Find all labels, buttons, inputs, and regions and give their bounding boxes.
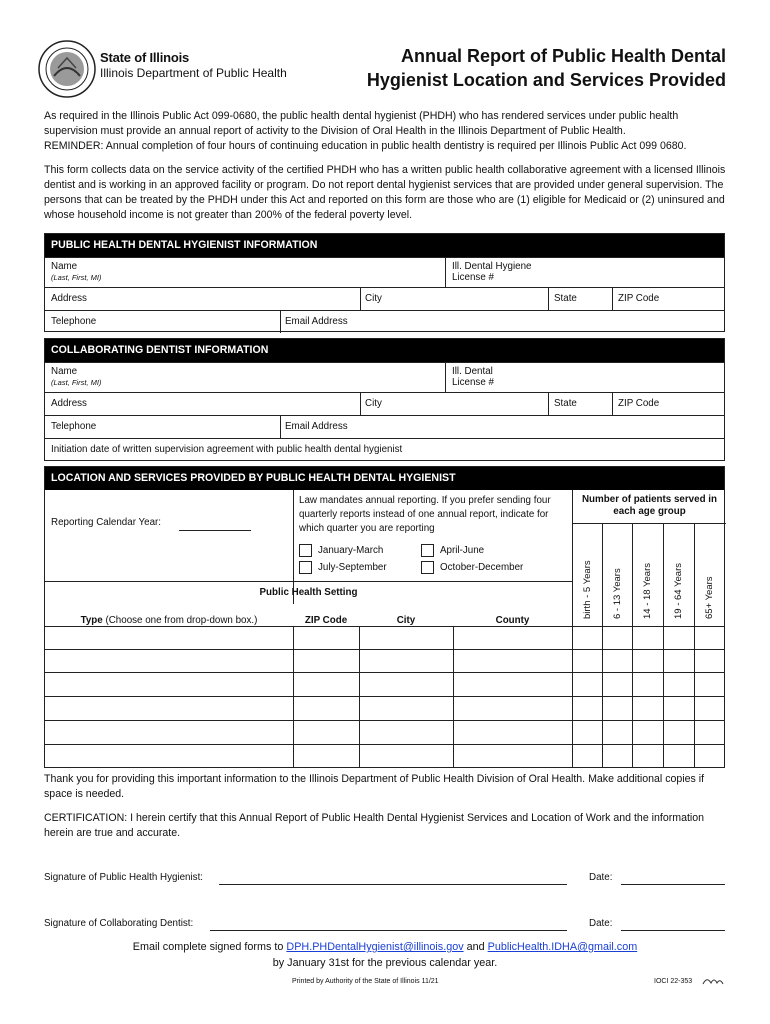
dentist-state-field[interactable]: State (554, 398, 577, 409)
dentist-email-field[interactable]: Email Address (285, 421, 348, 432)
intro-paragraph-1: As required in the Illinois Public Act 099-0680, the public health dental hygienist (PHDH) who has rendered services under public health supervision must provide an annual report of activity to the Division of Oral Health in the Illinois Department of Public Health. REMINDER: Annual completion of four hours of continuing education in public health dentistry is required per Illinois Public Act 099 0680. (44, 110, 687, 152)
col-type-header: Type (Choose one from drop-down box.) (80, 615, 258, 626)
quarter-jan-mar[interactable]: January-March (299, 544, 383, 557)
location-section-header: LOCATION AND SERVICES PROVIDED BY PUBLIC HEALTH DENTAL HYGIENIST (45, 467, 724, 490)
col-county-header: County (495, 615, 530, 626)
deadline-note: by January 31st for the previous calendar year. (272, 957, 498, 969)
public-health-setting-label: Public Health Setting (259, 587, 358, 598)
hygienist-name-hint: (Last, First, MI) (51, 273, 102, 282)
hygienist-info-section (44, 233, 725, 332)
hygienist-section-header: PUBLIC HEALTH DENTAL HYGIENIST INFORMATION (45, 234, 724, 257)
quarter-checkbox[interactable] (421, 561, 434, 574)
sig-dentist-date-line[interactable] (621, 930, 725, 931)
agency-name: State of Illinois (100, 50, 190, 65)
hygienist-name-field[interactable]: Name (51, 261, 78, 272)
initiation-date-field[interactable]: Initiation date of written supervision agreement with public health dental hygienist (51, 444, 403, 455)
email-instructions: Email complete signed forms to DPH.PHDentalHygienist@illinois.gov and PublicHealth.IDHA@gmail.com (132, 941, 638, 953)
dentist-telephone-field[interactable]: Telephone (51, 421, 97, 432)
col-city-header: City (396, 615, 416, 626)
dentist-license-field[interactable]: Ill. Dental License # (452, 366, 494, 388)
form-code: IOCI 22-353 (654, 978, 693, 985)
sig-hygienist-date-label: Date: (589, 872, 613, 883)
email-link-idha[interactable]: PublicHealth.IDHA@gmail.com (487, 941, 638, 953)
hygienist-license-field[interactable]: Ill. Dental Hygiene License # (452, 261, 532, 283)
age-group-14-18: 14 - 18 Years (642, 563, 653, 619)
printed-by-note: Printed by Authority of the State of Illinois 11/21 (292, 978, 439, 985)
hygienist-zip-field[interactable]: ZIP Code (618, 293, 660, 304)
age-group-19-64: 19 - 64 Years (673, 563, 684, 619)
age-group-65-plus: 65+ Years (704, 576, 715, 619)
quarter-jul-sep[interactable]: July-September (299, 561, 387, 574)
union-label-icon (702, 975, 724, 987)
sig-dentist-line[interactable] (210, 930, 567, 931)
location-services-section (44, 466, 725, 627)
quarter-oct-dec[interactable]: October-December (421, 561, 523, 574)
age-group-6-13: 6 - 13 Years (612, 568, 623, 619)
sig-dentist-date-label: Date: (589, 918, 613, 929)
sig-dentist-label: Signature of Collaborating Dentist: (44, 918, 194, 929)
thank-you-note: Thank you for providing this important information to the Illinois Department of Public Health Division of Oral Health. Make additional copies if space is needed. (44, 773, 705, 800)
quarter-checkbox[interactable] (421, 544, 434, 557)
quarter-checkbox[interactable] (299, 544, 312, 557)
sig-hygienist-label: Signature of Public Health Hygienist: (44, 872, 204, 883)
hygienist-email-field[interactable]: Email Address (285, 316, 348, 327)
agency-department: Illinois Department of Public Health (100, 66, 287, 80)
dentist-name-hint: (Last, First, MI) (51, 378, 102, 387)
patients-served-header: Number of patients served in each age group (581, 494, 717, 517)
sig-hygienist-line[interactable] (219, 884, 567, 885)
dentist-address-field[interactable]: Address (51, 398, 87, 409)
certification-statement: CERTIFICATION: I herein certify that this Annual Report of Public Health Dental Hygienist Services and Location of Work and the information herein are true and accurate. (44, 812, 705, 839)
hygienist-address-field[interactable]: Address (51, 293, 87, 304)
intro-paragraph-2: This form collects data on the service activity of the certified PHDH who has a written public health collaborative agreement with a licensed Illinois dentist and is working in an approved facility or program. Do not report dental hygienist services that are provided under general supervision. The persons that can be treated by the PHDH under this Act and reported on this form are those who are (1) eligible for Medicaid or (2) uninsured and whose household income is not greater than 200% of the federal poverty level. (44, 164, 726, 221)
hygienist-state-field[interactable]: State (554, 293, 577, 304)
dentist-zip-field[interactable]: ZIP Code (618, 398, 660, 409)
quarter-apr-jun[interactable]: April-June (421, 544, 484, 557)
email-link-dph[interactable]: DPH.PHDentalHygienist@illinois.gov (286, 941, 464, 953)
quarter-checkbox[interactable] (299, 561, 312, 574)
page-title: Annual Report of Public Health Dental Hygienist Location and Services Provided (366, 46, 726, 90)
hygienist-telephone-field[interactable]: Telephone (51, 316, 97, 327)
dentist-section-header: COLLABORATING DENTIST INFORMATION (45, 339, 724, 362)
dentist-name-field[interactable]: Name (51, 366, 78, 377)
dentist-info-section (44, 338, 725, 461)
reporting-year-label: Reporting Calendar Year: (51, 517, 162, 528)
dentist-city-field[interactable]: City (365, 398, 382, 409)
quarterly-reporting-note: Law mandates annual reporting. If you prefer sending four quarterly reports instead of one annual report, indicate for which quarter you are reporting (299, 495, 551, 534)
state-seal-logo (38, 40, 96, 98)
services-table (44, 615, 725, 768)
col-zip-header: ZIP Code (304, 615, 348, 626)
sig-hygienist-date-line[interactable] (621, 884, 725, 885)
hygienist-city-field[interactable]: City (365, 293, 382, 304)
table-row[interactable] (45, 627, 724, 767)
age-group-0-5: birth - 5 Years (582, 560, 593, 619)
reporting-year-input[interactable] (179, 530, 251, 531)
